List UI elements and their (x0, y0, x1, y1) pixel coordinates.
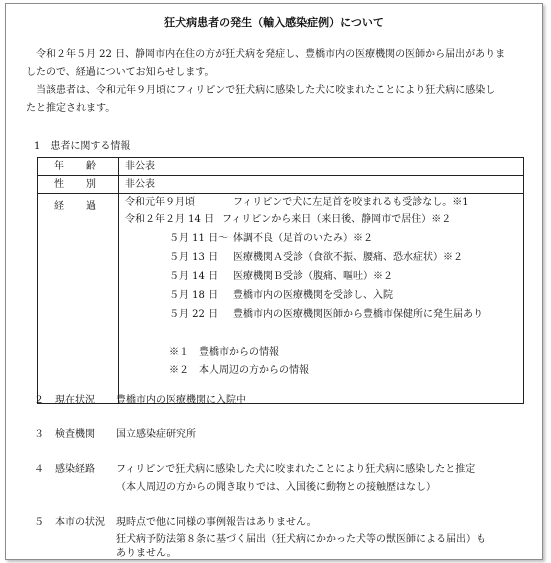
patient-info-table (37, 157, 524, 404)
section-4-label: 感染経路 (55, 464, 95, 475)
course-date: ５月 22 日 (169, 309, 219, 320)
section-4-line-1: フィリピンで狂犬病に感染した犬に咬まれたことにより狂犬病に感染したと推定 (116, 464, 476, 475)
intro-line-4: たと推定されます。 (26, 103, 116, 114)
intro-line-2: したので、経過についてお知らせします。 (26, 67, 215, 78)
course-date: 令和２年２月 14 日 (125, 214, 215, 225)
table-row-course (38, 194, 524, 404)
course-text: 豊橋市内の医療機関を受診し、入院 (233, 290, 393, 301)
course-label: 経 過 (38, 194, 119, 404)
course-date: ５月 11 日～ (169, 233, 229, 244)
section-5-label: 本市の状況 (55, 517, 105, 528)
age-label: 年 齢 (38, 158, 119, 176)
course-date: ５月 13 日 (169, 252, 219, 263)
course-note: ※２ 本人周辺の方からの情報 (169, 365, 309, 376)
course-text: 体調不良（足首のいたみ）※２ (233, 233, 373, 244)
section-5-line-1: 現時点で他に同様の事例報告はありません。 (116, 517, 317, 528)
course-date: ５月 18 日 (169, 290, 219, 301)
intro-line-3: 当該患者は、令和元年９月頃にフィリピンで狂犬病に感染した犬に咬まれたことにより狂犬病に感染し (36, 85, 496, 96)
section-5-number: ５ (34, 517, 44, 528)
section-2-number: ２ (34, 395, 44, 406)
course-text: 豊橋市内の医療機関医師から豊橋市保健所に発生届あり (233, 309, 483, 320)
sex-value: 非公表 (119, 176, 524, 194)
section-3-number: ３ (34, 429, 44, 440)
document-title: 狂犬病患者の発生（輸入感染症例）について (164, 16, 384, 29)
section-4-line-2: （本人周辺の方からの聞き取りでは、入国後に動物との接触歴はなし） (116, 482, 436, 493)
section-2-label: 現在状況 (55, 395, 95, 406)
age-value: 非公表 (119, 158, 524, 176)
section-5-line-3: ありません。 (116, 548, 177, 559)
course-text: 医療機関Ｂ受診（腹痛、嘔吐）※２ (233, 271, 393, 282)
intro-line-1: 令和２年５月 22 日、静岡市内在住の方が狂犬病を発症し、豊橋市内の医療機関の医師から届出がありま (36, 49, 506, 60)
course-text: フィリピンで犬に左足首を咬まれるも受診なし。※1 (233, 197, 469, 208)
table-row-age (38, 158, 524, 176)
course-text: 医療機関Ａ受診（食欲不振、腰痛、恐水症状）※２ (233, 252, 463, 263)
section-1-heading: 1 患者に関する情報 (34, 141, 131, 152)
table-row-sex (38, 176, 524, 194)
section-5-line-2: 狂犬病予防法第８条に基づく届出（狂犬病にかかった犬等の獣医師による届出）も (116, 534, 486, 545)
section-2-text: 豊橋市内の医療機関に入院中 (116, 395, 246, 406)
section-3-label: 検査機関 (55, 429, 95, 440)
course-note: ※１ 豊橋市からの情報 (169, 347, 279, 358)
course-date: ５月 14 日 (169, 271, 219, 282)
course-date: 令和元年９月頃 (125, 197, 195, 208)
course-text: フィリピンから来日（来日後、静岡市で居住）※２ (222, 214, 452, 225)
course-cell (119, 194, 524, 404)
section-4-number: ４ (34, 464, 44, 475)
document-page (5, 3, 543, 560)
sex-label: 性 別 (38, 176, 119, 194)
section-3-text: 国立感染症研究所 (116, 429, 196, 440)
